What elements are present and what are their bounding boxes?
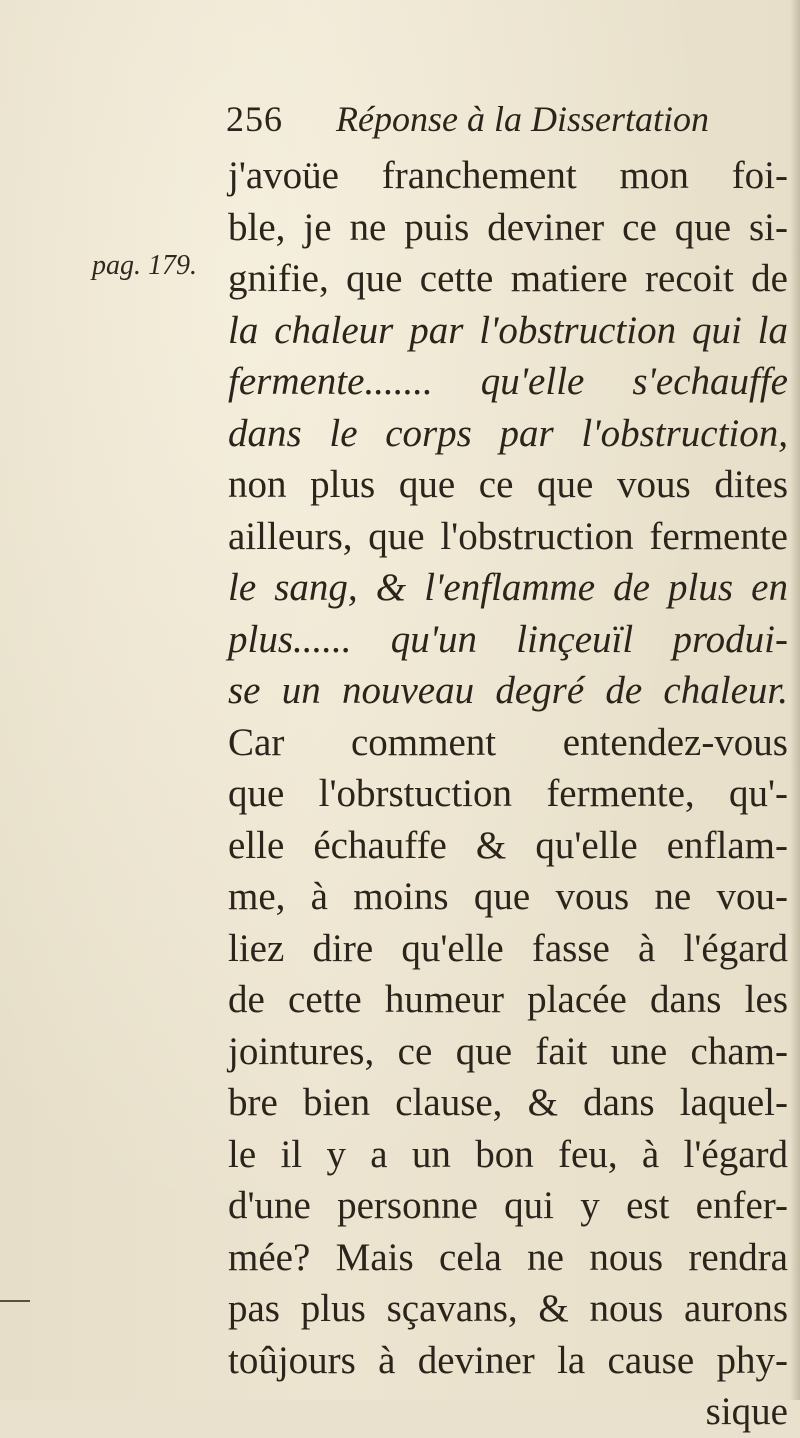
text-line: non plus que ce que vous dites (228, 463, 788, 506)
text-line: la chaleur par l'obstruction qui la (228, 308, 788, 352)
margin-note: pag. 179. (92, 250, 197, 281)
page-header (226, 98, 786, 148)
page-edge-shadow (790, 0, 800, 1400)
text-line: toûjours à deviner la cause phy- (228, 1338, 788, 1382)
text-line: jointures, ce que fait une cham- (228, 1029, 788, 1073)
text-line: liez dire qu'elle fasse à l'égard (228, 926, 788, 970)
page-number: 256 (226, 99, 283, 139)
text-line: bre bien clause, & dans laquel- (228, 1081, 788, 1124)
text-line: fermente....... qu'elle s'echauffe (228, 360, 788, 403)
text-line: que l'obrstuction fermente, qu'- (228, 772, 788, 815)
text-line: le il y a un bon feu, à l'égard (228, 1132, 788, 1176)
text-line: ble, je ne puis deviner ce que si- (228, 205, 788, 249)
text-line: me, à moins que vous ne vou- (228, 875, 788, 918)
text-line: Car comment entendez-vous (228, 720, 788, 764)
text-line: ailleurs, que l'obstruction fermente (228, 514, 788, 558)
text-line: plus...... qu'un linçeuïl produi- (228, 617, 788, 661)
text-line: le sang, & l'enflamme de plus en (228, 566, 788, 609)
text-line: elle échauffe & qu'elle enflam- (228, 823, 788, 867)
text-line: de cette humeur placée dans les (228, 978, 788, 1021)
text-line: d'une personne qui y est enfer- (228, 1184, 788, 1227)
text-line: mée? Mais cela ne nous rendra (228, 1235, 788, 1279)
text-line: gnifie, que cette matiere recoit de (228, 257, 788, 300)
text-line: dans le corps par l'obstruction, (228, 411, 788, 455)
catchword: sique (705, 1390, 788, 1433)
margin-rule (0, 1300, 30, 1302)
text-line: pas plus sçavans, & nous aurons (228, 1287, 788, 1330)
text-line: j'avoüe franchement mon foi- (228, 154, 788, 197)
running-title: Réponse à la Dissertation (336, 99, 709, 139)
text-line: se un nouveau degré de chaleur. (228, 669, 788, 712)
